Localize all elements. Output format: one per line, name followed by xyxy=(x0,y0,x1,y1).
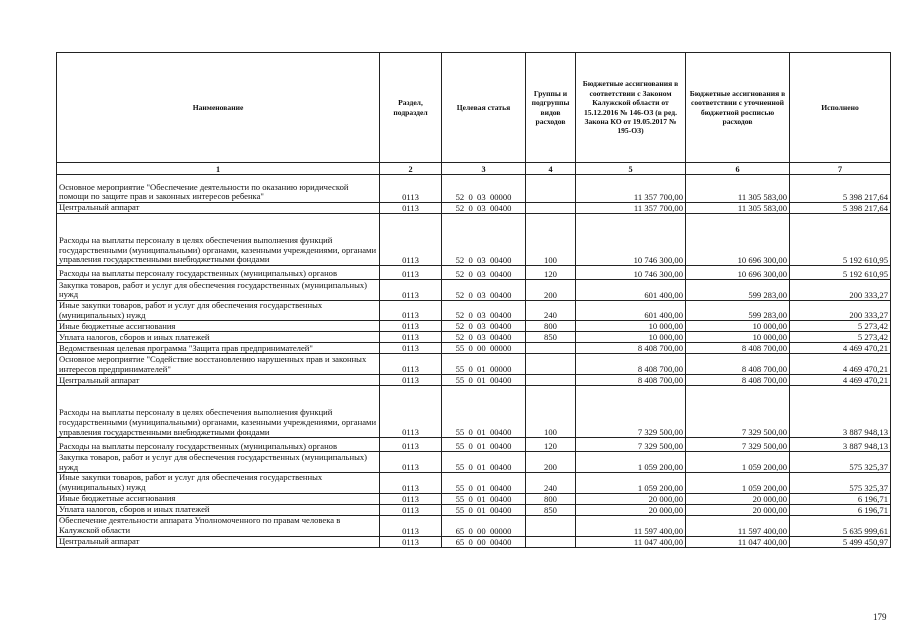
row-name: Иные закупки товаров, работ и услуг для обеспечения государственных (муниципальных) нужд xyxy=(57,301,380,321)
row-budget-refined: 10 000,00 xyxy=(686,332,790,343)
table-row xyxy=(57,375,891,386)
row-budget-refined: 11 305 583,00 xyxy=(686,175,790,203)
row-budget-law: 8 408 700,00 xyxy=(576,375,686,386)
row-executed: 6 196,71 xyxy=(790,493,891,504)
row-expense-group xyxy=(526,375,576,386)
row-expense-group: 120 xyxy=(526,438,576,452)
row-budget-refined: 8 408 700,00 xyxy=(686,343,790,354)
row-section: 0113 xyxy=(380,386,442,438)
row-expense-group: 200 xyxy=(526,452,576,473)
row-target-article: 55 0 01 00400 xyxy=(442,452,526,473)
table-row xyxy=(57,452,891,473)
row-target-article: 52 0 03 00400 xyxy=(442,332,526,343)
row-section: 0113 xyxy=(380,332,442,343)
row-name: Расходы на выплаты персоналу в целях обеспечения выполнения функций государственными (муниципальными) органами, казенными учреждениями, органами управления государственными внебюджетными фондами xyxy=(57,386,380,438)
row-budget-refined: 1 059 200,00 xyxy=(686,452,790,473)
row-budget-refined: 599 283,00 xyxy=(686,301,790,321)
row-budget-refined: 8 408 700,00 xyxy=(686,375,790,386)
row-section: 0113 xyxy=(380,504,442,515)
row-name: Обеспечение деятельности аппарата Уполномоченного по правам человека в Калужской области xyxy=(57,515,380,536)
page-number: 179 xyxy=(873,612,887,622)
row-executed: 6 196,71 xyxy=(790,504,891,515)
row-budget-law: 8 408 700,00 xyxy=(576,354,686,375)
row-section: 0113 xyxy=(380,214,442,266)
row-target-article: 55 0 01 00000 xyxy=(442,354,526,375)
row-expense-group xyxy=(526,203,576,214)
row-budget-law: 1 059 200,00 xyxy=(576,473,686,493)
table-row xyxy=(57,214,891,266)
row-section: 0113 xyxy=(380,536,442,547)
row-budget-refined: 1 059 200,00 xyxy=(686,473,790,493)
row-expense-group: 240 xyxy=(526,473,576,493)
table-row xyxy=(57,266,891,280)
row-target-article: 55 0 01 00400 xyxy=(442,504,526,515)
row-name: Расходы на выплаты персоналу государственных (муниципальных) органов xyxy=(57,266,380,280)
column-number: 1 xyxy=(57,163,380,175)
row-target-article: 52 0 03 00400 xyxy=(442,301,526,321)
row-expense-group: 800 xyxy=(526,321,576,332)
table-row xyxy=(57,354,891,375)
row-executed: 4 469 470,21 xyxy=(790,354,891,375)
row-section: 0113 xyxy=(380,473,442,493)
row-expense-group: 850 xyxy=(526,332,576,343)
table-row xyxy=(57,280,891,301)
row-executed: 5 192 610,95 xyxy=(790,214,891,266)
row-section: 0113 xyxy=(380,354,442,375)
column-number: 2 xyxy=(380,163,442,175)
row-name: Расходы на выплаты персоналу государственных (муниципальных) органов xyxy=(57,438,380,452)
row-target-article: 55 0 00 00000 xyxy=(442,343,526,354)
row-expense-group: 800 xyxy=(526,493,576,504)
table-row xyxy=(57,332,891,343)
table-row xyxy=(57,493,891,504)
budget-table xyxy=(56,52,891,548)
row-target-article: 55 0 01 00400 xyxy=(442,493,526,504)
row-executed: 3 887 948,13 xyxy=(790,438,891,452)
row-executed: 5 398 217,64 xyxy=(790,203,891,214)
row-executed: 200 333,27 xyxy=(790,280,891,301)
row-budget-law: 7 329 500,00 xyxy=(576,386,686,438)
row-budget-refined: 11 597 400,00 xyxy=(686,515,790,536)
row-name: Уплата налогов, сборов и иных платежей xyxy=(57,332,380,343)
row-section: 0113 xyxy=(380,452,442,473)
row-name: Расходы на выплаты персоналу в целях обеспечения выполнения функций государственными (муниципальными) органами, казенными учреждениями, органами управления государственными внебюджетными фондами xyxy=(57,214,380,266)
row-expense-group: 850 xyxy=(526,504,576,515)
row-budget-law: 10 000,00 xyxy=(576,321,686,332)
table-row xyxy=(57,438,891,452)
row-executed: 5 192 610,95 xyxy=(790,266,891,280)
table-header xyxy=(57,53,891,175)
table-row xyxy=(57,203,891,214)
row-name: Уплата налогов, сборов и иных платежей xyxy=(57,504,380,515)
table-row xyxy=(57,321,891,332)
row-target-article: 52 0 03 00400 xyxy=(442,280,526,301)
row-target-article: 52 0 03 00400 xyxy=(442,266,526,280)
row-executed: 5 273,42 xyxy=(790,321,891,332)
row-section: 0113 xyxy=(380,438,442,452)
row-budget-law: 10 746 300,00 xyxy=(576,214,686,266)
row-budget-refined: 7 329 500,00 xyxy=(686,438,790,452)
row-budget-refined: 10 696 300,00 xyxy=(686,266,790,280)
row-section: 0113 xyxy=(380,493,442,504)
row-executed: 4 469 470,21 xyxy=(790,343,891,354)
header-expense-groups: Группы и подгруппы видов расходов xyxy=(526,53,576,163)
row-target-article: 65 0 00 00000 xyxy=(442,515,526,536)
row-budget-refined: 20 000,00 xyxy=(686,493,790,504)
row-executed: 575 325,37 xyxy=(790,452,891,473)
table-row xyxy=(57,301,891,321)
row-name: Иные закупки товаров, работ и услуг для обеспечения государственных (муниципальных) нужд xyxy=(57,473,380,493)
row-name: Иные бюджетные ассигнования xyxy=(57,321,380,332)
row-target-article: 52 0 03 00400 xyxy=(442,321,526,332)
row-target-article: 52 0 03 00400 xyxy=(442,214,526,266)
row-expense-group: 100 xyxy=(526,214,576,266)
row-target-article: 55 0 01 00400 xyxy=(442,473,526,493)
row-target-article: 65 0 00 00400 xyxy=(442,536,526,547)
row-section: 0113 xyxy=(380,321,442,332)
row-budget-refined: 20 000,00 xyxy=(686,504,790,515)
row-target-article: 52 0 03 00400 xyxy=(442,203,526,214)
row-section: 0113 xyxy=(380,203,442,214)
table-row xyxy=(57,343,891,354)
row-budget-law: 11 357 700,00 xyxy=(576,203,686,214)
row-expense-group: 200 xyxy=(526,280,576,301)
header-executed: Исполнено xyxy=(790,53,891,163)
row-expense-group xyxy=(526,343,576,354)
column-number: 3 xyxy=(442,163,526,175)
row-name: Центральный аппарат xyxy=(57,536,380,547)
header-name: Наименование xyxy=(57,53,380,163)
row-budget-law: 20 000,00 xyxy=(576,493,686,504)
row-budget-law: 11 597 400,00 xyxy=(576,515,686,536)
column-number: 5 xyxy=(576,163,686,175)
row-executed: 5 499 450,97 xyxy=(790,536,891,547)
row-budget-law: 601 400,00 xyxy=(576,301,686,321)
row-budget-law: 1 059 200,00 xyxy=(576,452,686,473)
row-name: Иные бюджетные ассигнования xyxy=(57,493,380,504)
row-expense-group xyxy=(526,536,576,547)
row-name: Основное мероприятие "Обеспечение деятельности по оказанию юридической помощи по защите прав и законных интересов ребенка" xyxy=(57,175,380,203)
row-budget-refined: 8 408 700,00 xyxy=(686,354,790,375)
row-executed: 5 273,42 xyxy=(790,332,891,343)
row-name: Центральный аппарат xyxy=(57,203,380,214)
row-section: 0113 xyxy=(380,343,442,354)
row-expense-group xyxy=(526,354,576,375)
row-budget-refined: 11 047 400,00 xyxy=(686,536,790,547)
row-executed: 4 469 470,21 xyxy=(790,375,891,386)
header-budget-law: Бюджетные ассигнования в соответствии с Законом Калужской области от 15.12.2016 № 146-ОЗ (в ред. Закона КО от 19.05.2017 № 195-ОЗ) xyxy=(576,53,686,163)
row-name: Центральный аппарат xyxy=(57,375,380,386)
row-budget-law: 11 357 700,00 xyxy=(576,175,686,203)
row-expense-group xyxy=(526,175,576,203)
row-section: 0113 xyxy=(380,301,442,321)
row-budget-law: 8 408 700,00 xyxy=(576,343,686,354)
row-section: 0113 xyxy=(380,280,442,301)
table-row xyxy=(57,386,891,438)
column-number-row xyxy=(57,163,891,175)
header-budget-refined: Бюджетные ассигнования в соответствии с уточненной бюджетной росписью расходов xyxy=(686,53,790,163)
row-section: 0113 xyxy=(380,375,442,386)
row-expense-group: 120 xyxy=(526,266,576,280)
row-section: 0113 xyxy=(380,266,442,280)
table-row xyxy=(57,504,891,515)
row-target-article: 55 0 01 00400 xyxy=(442,375,526,386)
row-executed: 5 635 999,61 xyxy=(790,515,891,536)
table-row xyxy=(57,473,891,493)
row-budget-law: 10 000,00 xyxy=(576,332,686,343)
row-budget-refined: 10 000,00 xyxy=(686,321,790,332)
row-budget-refined: 7 329 500,00 xyxy=(686,386,790,438)
table-body xyxy=(57,175,891,548)
row-name: Закупка товаров, работ и услуг для обеспечения государственных (муниципальных) нужд xyxy=(57,452,380,473)
row-budget-law: 10 746 300,00 xyxy=(576,266,686,280)
column-number: 6 xyxy=(686,163,790,175)
row-target-article: 55 0 01 00400 xyxy=(442,438,526,452)
column-number: 7 xyxy=(790,163,891,175)
row-budget-law: 20 000,00 xyxy=(576,504,686,515)
row-target-article: 55 0 01 00400 xyxy=(442,386,526,438)
header-section: Раздел, подраздел xyxy=(380,53,442,163)
row-budget-law: 11 047 400,00 xyxy=(576,536,686,547)
row-expense-group xyxy=(526,515,576,536)
row-name: Основное мероприятие "Содействие восстановлению нарушенных прав и законных интересов предпринимателей" xyxy=(57,354,380,375)
row-section: 0113 xyxy=(380,515,442,536)
column-number: 4 xyxy=(526,163,576,175)
row-expense-group: 240 xyxy=(526,301,576,321)
table-row xyxy=(57,515,891,536)
row-budget-refined: 10 696 300,00 xyxy=(686,214,790,266)
row-executed: 575 325,37 xyxy=(790,473,891,493)
row-budget-refined: 11 305 583,00 xyxy=(686,203,790,214)
row-budget-law: 7 329 500,00 xyxy=(576,438,686,452)
row-section: 0113 xyxy=(380,175,442,203)
row-executed: 200 333,27 xyxy=(790,301,891,321)
table-row xyxy=(57,536,891,547)
row-target-article: 52 0 03 00000 xyxy=(442,175,526,203)
row-budget-refined: 599 283,00 xyxy=(686,280,790,301)
header-target: Целевая статья xyxy=(442,53,526,163)
row-executed: 3 887 948,13 xyxy=(790,386,891,438)
row-name: Закупка товаров, работ и услуг для обеспечения государственных (муниципальных) нужд xyxy=(57,280,380,301)
row-executed: 5 398 217,64 xyxy=(790,175,891,203)
row-name: Ведомственная целевая программа "Защита прав предпринимателей" xyxy=(57,343,380,354)
table-row xyxy=(57,175,891,203)
row-budget-law: 601 400,00 xyxy=(576,280,686,301)
row-expense-group: 100 xyxy=(526,386,576,438)
